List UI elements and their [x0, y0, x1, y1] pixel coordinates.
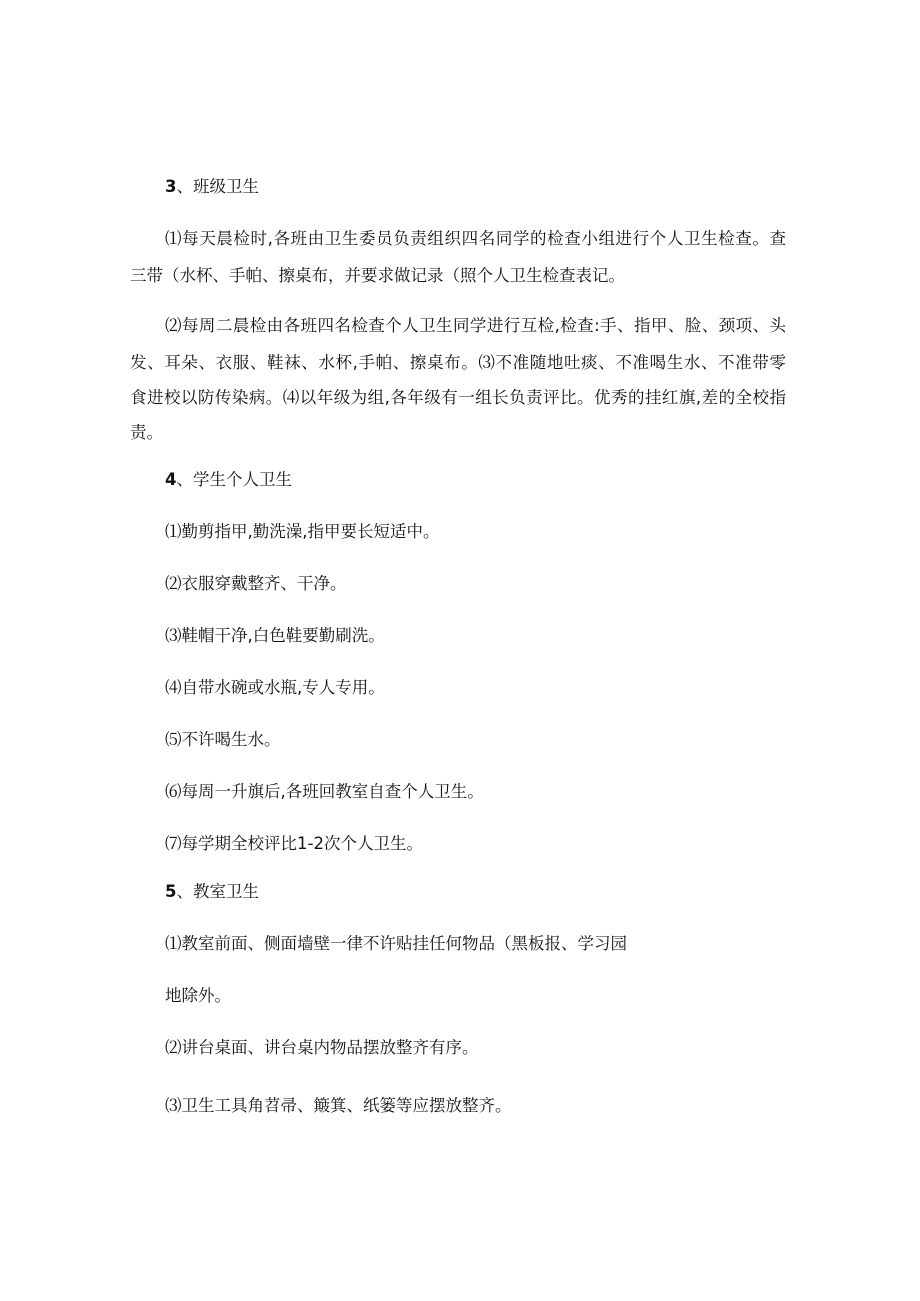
section-5-number: 5: [165, 882, 177, 901]
section-4-item-7: ⑺每学期全校评比1-2次个人卫生。: [165, 834, 423, 853]
section-3-paragraph-1-line-1: ⑴每天晨检时,各班由卫生委员负责组织四名同学的检查小组进行个人卫生检查。查: [165, 229, 786, 248]
section-5-item-1-line-1: ⑴教室前面、侧面墙壁一律不许贴挂任何物品（黑板报、学习园: [165, 934, 627, 953]
section-5-item-1-line-2: 地除外。: [165, 986, 231, 1005]
section-5-heading: [165, 880, 259, 904]
section-4-item-4: ⑷自带水碗或水瓶,专人专用。: [165, 678, 385, 697]
section-3-paragraph-2-line-2: 发、耳朵、衣服、鞋袜、水杯,手帕、擦桌布。⑶不准随地吐痰、不准喝生水、不准带零: [130, 353, 786, 372]
section-4-heading: [165, 468, 292, 492]
section-4-item-3: ⑶鞋帽干净,白色鞋要勤刷洗。: [165, 626, 385, 645]
section-3-paragraph-1-line-2: 三带（水杯、手帕、擦桌布，并要求做记录（照个人卫生检查表记。: [130, 266, 625, 285]
section-5-item-2: ⑵讲台桌面、讲台桌内物品摆放整齐有序。: [165, 1038, 479, 1057]
section-4-title: 、学生个人卫生: [176, 470, 292, 489]
section-3-paragraph-2-line-1: ⑵每周二晨检由各班四名检查个人卫生同学进行互检,检查:手、指甲、脸、颈项、头: [165, 316, 786, 335]
section-3-title: 、班级卫生: [176, 177, 259, 196]
section-3-paragraph-2-line-4: 责。: [130, 423, 163, 442]
section-4-number: 4: [165, 470, 177, 489]
section-5-title: 、教室卫生: [176, 882, 259, 901]
section-3-paragraph-2-line-3: 食进校以防传染病。⑷以年级为组,各年级有一组长负责评比。优秀的挂红旗,差的全校指: [130, 388, 786, 407]
section-4-item-2: ⑵衣服穿戴整齐、干净。: [165, 574, 347, 593]
section-4-item-1: ⑴勤剪指甲,勤洗澡,指甲要长短适中。: [165, 522, 440, 541]
section-4-item-6: ⑹每周一升旗后,各班回教室自查个人卫生。: [165, 782, 484, 801]
section-3-heading: [165, 175, 259, 199]
section-5-item-3: ⑶卫生工具角苕帚、簸箕、纸篓等应摆放整齐。: [165, 1096, 512, 1115]
section-3-number: 3: [165, 177, 177, 196]
section-4-item-5: ⑸不许喝生水。: [165, 730, 281, 749]
